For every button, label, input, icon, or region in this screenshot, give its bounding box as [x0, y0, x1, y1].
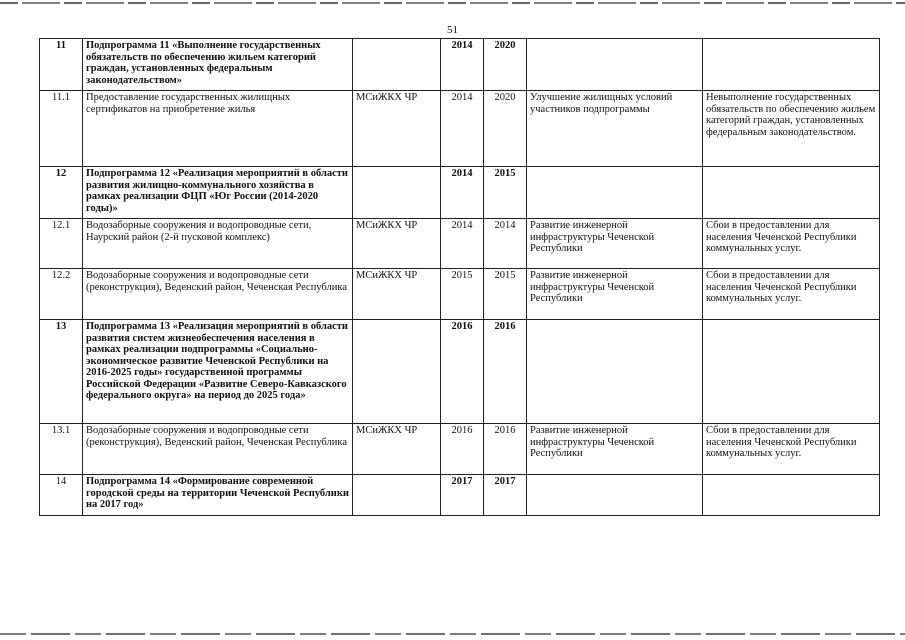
row-number: 13 — [40, 320, 83, 424]
table-row — [40, 320, 880, 424]
row-title: Подпрограмма 13 «Реализация мероприятий в области развития систем жизнеобеспечения населения в рамках реализации подпрограммы «Социально-экономическое развитие Чеченской Республики на 2016-2025 годы» государственной программы Российской Федерации «Развитие Северо-Кавказского федерального округа» на период до 2025 года» — [83, 320, 353, 424]
row-consequence: Сбои в предоставлении для населения Чеченской Республики коммунальных услуг. — [703, 269, 880, 320]
row-end-year: 2014 — [484, 219, 527, 269]
row-executor: МСиЖКХ ЧР — [353, 269, 441, 320]
row-end-year: 2017 — [484, 475, 527, 516]
row-consequence — [703, 167, 880, 219]
row-title: Подпрограмма 11 «Выполнение государственных обязательств по обеспечению жильем категорий граждан, установленных федеральным законодательством» — [83, 39, 353, 91]
row-number: 11.1 — [40, 91, 83, 167]
row-number: 12 — [40, 167, 83, 219]
row-start-year: 2017 — [441, 475, 484, 516]
table-row — [40, 91, 880, 167]
row-title: Водозаборные сооружения и водопроводные сети, Наурский район (2-й пусковой комплекс) — [83, 219, 353, 269]
row-result — [527, 167, 703, 219]
table-row — [40, 39, 880, 91]
row-consequence: Сбои в предоставлении для населения Чеченской Республики коммунальных услуг. — [703, 424, 880, 475]
row-end-year: 2016 — [484, 424, 527, 475]
table-row — [40, 269, 880, 320]
row-result — [527, 475, 703, 516]
page-number: 51 — [447, 24, 458, 36]
row-number: 12.1 — [40, 219, 83, 269]
row-consequence — [703, 475, 880, 516]
row-end-year: 2016 — [484, 320, 527, 424]
row-end-year: 2015 — [484, 269, 527, 320]
program-table — [39, 38, 880, 516]
row-start-year: 2015 — [441, 269, 484, 320]
row-end-year: 2020 — [484, 91, 527, 167]
row-executor — [353, 475, 441, 516]
row-title: Водозаборные сооружения и водопроводные сети (реконструкция), Веденский район, Чеченская Республика — [83, 424, 353, 475]
row-start-year: 2014 — [441, 39, 484, 91]
row-result: Развитие инженерной инфраструктуры Чеченской Республики — [527, 269, 703, 320]
row-consequence: Сбои в предоставлении для населения Чеченской Республики коммунальных услуг. — [703, 219, 880, 269]
row-executor: МСиЖКХ ЧР — [353, 424, 441, 475]
row-consequence: Невыполнение государственных обязательств по обеспечению жильем категорий граждан, установленных федеральным законодательством. — [703, 91, 880, 167]
row-executor — [353, 320, 441, 424]
row-consequence — [703, 39, 880, 91]
row-consequence — [703, 320, 880, 424]
table-row — [40, 424, 880, 475]
table-row — [40, 167, 880, 219]
scan-edge-bottom — [0, 633, 905, 635]
table-row — [40, 475, 880, 516]
row-start-year: 2014 — [441, 219, 484, 269]
row-number: 13.1 — [40, 424, 83, 475]
row-executor: МСиЖКХ ЧР — [353, 91, 441, 167]
row-start-year: 2014 — [441, 167, 484, 219]
table-row — [40, 219, 880, 269]
row-number: 14 — [40, 475, 83, 516]
row-executor — [353, 39, 441, 91]
row-end-year: 2020 — [484, 39, 527, 91]
row-result: Развитие инженерной инфраструктуры Чеченской Республики — [527, 219, 703, 269]
row-title: Водозаборные сооружения и водопроводные сети (реконструкция), Веденский район, Чеченская Республика — [83, 269, 353, 320]
scan-edge-top — [0, 2, 905, 4]
row-end-year: 2015 — [484, 167, 527, 219]
row-result: Улучшение жилищных условий участников подпрограммы — [527, 91, 703, 167]
row-title: Подпрограмма 12 «Реализация мероприятий в области развития жилищно-коммунального хозяйства в рамках реализации ФЦП «Юг России (2014-2020 годы)» — [83, 167, 353, 219]
row-start-year: 2016 — [441, 320, 484, 424]
row-executor: МСиЖКХ ЧР — [353, 219, 441, 269]
row-number: 12.2 — [40, 269, 83, 320]
row-result — [527, 320, 703, 424]
row-executor — [353, 167, 441, 219]
row-title: Предоставление государственных жилищных сертификатов на приобретение жилья — [83, 91, 353, 167]
row-title: Подпрограмма 14 «Формирование современной городской среды на территории Чеченской Республики на 2017 год» — [83, 475, 353, 516]
row-result: Развитие инженерной инфраструктуры Чеченской Республики — [527, 424, 703, 475]
row-start-year: 2014 — [441, 91, 484, 167]
row-start-year: 2016 — [441, 424, 484, 475]
row-result — [527, 39, 703, 91]
row-number: 11 — [40, 39, 83, 91]
